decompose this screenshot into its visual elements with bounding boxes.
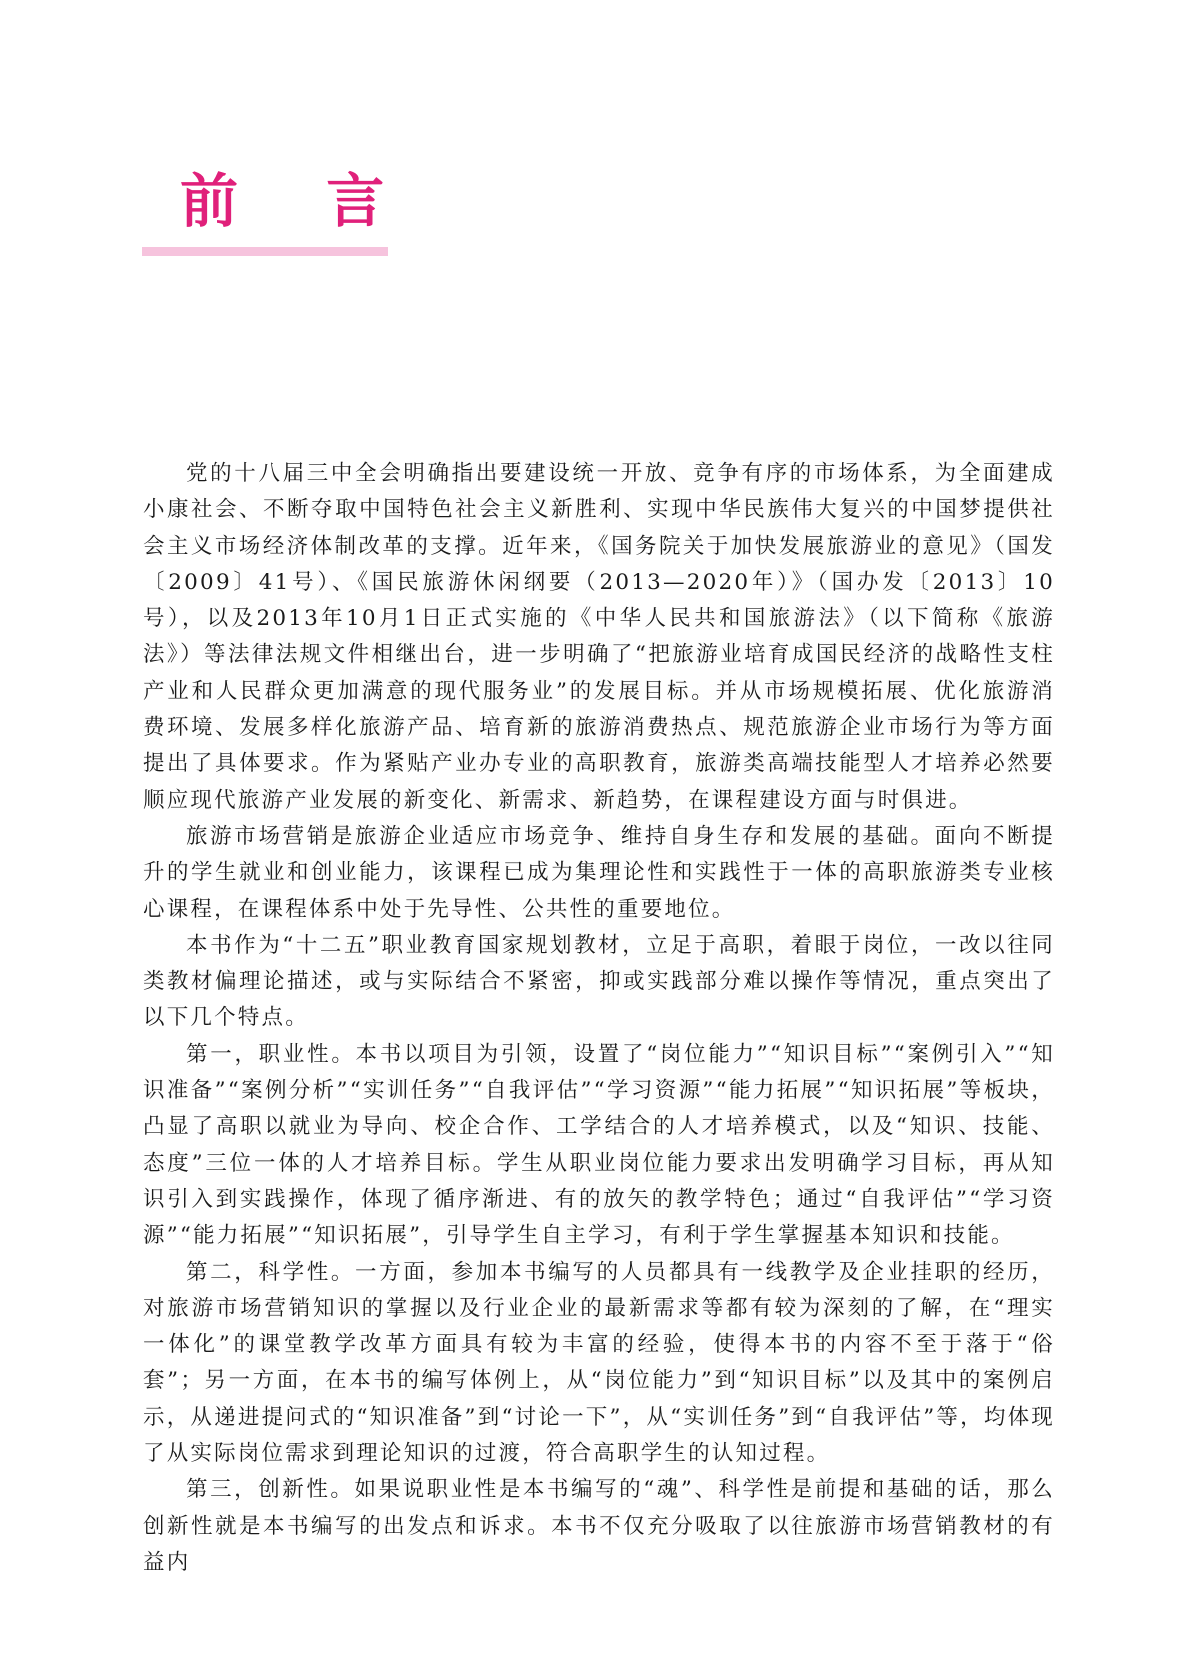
page-title: 前 言: [180, 167, 419, 235]
paragraph: 旅游市场营销是旅游企业适应市场竞争、维持自身生存和发展的基础。面向不断提升的学生就业和创业能力，该课程已成为集理论性和实践性于一体的高职旅游类专业核心课程，在课程体系中处于先导性、公共性的重要地位。: [143, 823, 1055, 922]
paragraph: 党的十八届三中全会明确指出要建设统一开放、竞争有序的市场体系，为全面建成小康社会、不断夺取中国特色社会主义新胜利、实现中华民族伟大复兴的中国梦提供社会主义市场经济体制改革的支撑。近年来，《国务院关于加快发展旅游业的意见》（国发〔2009〕41号）、《国民旅游休闲纲要（2013—2020年）》（国办发〔2013〕10号），以及2013年10月1日正式实施的《中华人民共和国旅游法》（以下简称《旅游法》）等法律法规文件相继出台，进一步明确了“把旅游业培育成国民经济的战略性支柱产业和人民群众更加满意的现代服务业”的发展目标。并从市场规模拓展、优化旅游消费环境、发展多样化旅游产品、培育新的旅游消费热点、规范旅游企业市场行为等方面提出了具体要求。作为紧贴产业办专业的高职教育，旅游类高端技能型人才培养必然要顺应现代旅游产业发展的新变化、新需求、新趋势，在课程建设方面与时俱进。: [143, 461, 1055, 813]
paragraph: 本书作为“十二五”职业教育国家规划教材，立足于高职，着眼于岗位，一改以往同类教材偏理论描述，或与实际结合不紧密，抑或实践部分难以操作等情况，重点突出了以下几个特点。: [143, 932, 1055, 1031]
body-text: [143, 456, 1055, 1581]
paragraph: 第二，科学性。一方面，参加本书编写的人员都具有一线教学及企业挂职的经历，对旅游市场营销知识的掌握以及行业企业的最新需求等都有较为深刻的了解，在“理实一体化”的课堂教学改革方面具有较为丰富的经验，使得本书的内容不至于落于“俗套”；另一方面，在本书的编写体例上，从“岗位能力”到“知识目标”以及其中的案例启示，从递进提问式的“知识准备”到“讨论一下”，从“实训任务”到“自我评估”等，均体现了从实际岗位需求到理论知识的过渡，符合高职学生的认知过程。: [143, 1259, 1055, 1467]
paragraph: 第三，创新性。如果说职业性是本书编写的“魂”、科学性是前提和基础的话，那么创新性就是本书编写的出发点和诉求。本书不仅充分吸取了以往旅游市场营销教材的有益内: [143, 1477, 1055, 1575]
paragraph: 第一，职业性。本书以项目为引领，设置了“岗位能力”“知识目标”“案例引入”“知识准备”“案例分析”“实训任务”“自我评估”“学习资源”“能力拓展”“知识拓展”等板块，凸显了高职以就业为导向、校企合作、工学结合的人才培养模式，以及“知识、技能、态度”三位一体的人才培养目标。学生从职业岗位能力要求出发明确学习目标，再从知识引入到实践操作，体现了循序渐进、有的放矢的教学特色；通过“自我评估”“学习资源”“能力拓展”“知识拓展”，引导学生自主学习，有利于学生掌握基本知识和技能。: [143, 1041, 1055, 1249]
title-underline: [142, 247, 388, 256]
